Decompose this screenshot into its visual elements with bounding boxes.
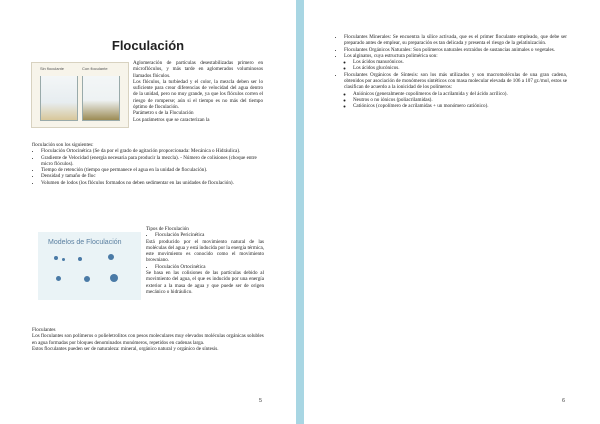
flocculants-paragraph: Estos floculantes pueden ser de naturaleza: mineral, orgánico natural y orgánico de síntesis. xyxy=(32,345,219,352)
list-item: • Floculantes Minerales: Se encuentra la sílice activada, que es el primer floculante empleado, que debe ser preparado antes de emplear, su preparación es tan delicada y presenta el riesgo de la gelatinización. xyxy=(344,34,567,47)
sublist-item: ◦ Neutros o no iónicos (poliacrilamidas). xyxy=(353,97,567,103)
intro-paragraph: Aglomeración de partículas desestabilizadas primero en microflóculos, y más tarde en aglomerados voluminosos llamados flóculos. xyxy=(133,60,263,79)
page-tab-right xyxy=(337,0,443,15)
list-item: • Tiempo de retención (tiempo que permanece el agua en la unidad de floculación). xyxy=(41,167,264,173)
list-item: • Floculantes Orgánicos Naturales: Son polímeros naturales extraídos de sustancias animales o vegetales. xyxy=(344,47,567,53)
figure-caption-left: Sin floculante xyxy=(40,66,65,71)
list-item: • Densidad y tamaño de floc xyxy=(41,173,264,179)
type-pericinetica-label: • Floculación Pericinética xyxy=(155,232,264,238)
list-item xyxy=(344,53,567,72)
types-title: Tipos de Floculación xyxy=(146,226,189,232)
type-pericinetica-text: Está producido por el movimiento natural de las moléculas del agua y está inducida por la energía térmica, este movimiento es conocido como el movimiento browniano. xyxy=(146,238,264,264)
list-item: • Floculación Ortocinética (Se da por el grado de agitación proporcionada: Mecánica o Hidráulica). xyxy=(41,148,264,154)
sublist-item: ◦ Los ácidos manurónicos. xyxy=(353,59,567,65)
sublist-item: ◦ Aniónicos (generalmente copolímeros de la acrilamida y del ácido acrílico). xyxy=(353,91,567,97)
figure-title: Modelos de Floculación xyxy=(48,239,122,246)
intro-paragraph: Los flóculos, la turbiedad y el color, la mezcla deben ser lo suficiente para crear diferencias de velocidad del agua dentro de la unidad, pero no muy grande, ya que los flóculos corren el riesgo de romperse; aún si el tiempo es no más del tiempo óptimo de floculación. xyxy=(133,78,263,111)
intro-paragraph: Los parámetros que se caracterizan la xyxy=(133,116,210,123)
parameters-section xyxy=(32,142,264,186)
flocculation-models-figure xyxy=(38,232,141,300)
parameters-list xyxy=(32,148,264,186)
alginates-sublist xyxy=(344,59,567,72)
flocculants-paragraph: Los floculantes son polímeros o polieletrolitos con pesos moleculares muy elevados moléculas orgánicas solubles en agua formadas por bloques denominados monómeros, repetidos en cadenas larga. xyxy=(32,333,264,346)
particle-dot xyxy=(62,258,65,261)
list-item xyxy=(344,72,567,110)
sublist-item: ◦ Los ácidos glucónicos. xyxy=(353,65,567,71)
intro-paragraph: Parámetro s de la Floculación xyxy=(133,110,194,117)
flocculant-types-section xyxy=(335,34,567,110)
list-item: • Gradiente de Velocidad (energía necesaria para producir la mezcla). - Número de colisiones (choque entre micro flóculos). xyxy=(41,155,264,168)
beaker-without-flocculant xyxy=(40,76,78,121)
types-section xyxy=(146,226,264,295)
page-title: Floculación xyxy=(111,38,185,53)
page-tab-left xyxy=(33,0,139,15)
type-ortocinetica-label: • Floculación Ortocinética xyxy=(155,264,264,270)
alginates-label: Los alginatos, cuya estructura polimérica son: xyxy=(344,52,438,59)
flocculant-types-list xyxy=(335,34,567,110)
particle-dot xyxy=(56,276,61,281)
particle-dot xyxy=(84,276,90,282)
sublist-item: ◦ Catiónicos (copolímero de acrilamidas + un monómero catiónico). xyxy=(353,103,567,109)
particle-dot xyxy=(110,274,118,282)
list-item: • Volumen de lodos (los flóculos formados no deben sedimentar en las unidades de floculación). xyxy=(41,180,264,186)
flocculants-title: Floculantes xyxy=(32,327,56,333)
particle-dot xyxy=(78,257,82,261)
particle-dot xyxy=(108,254,114,260)
type-ortocinetica-text: Se basa en las colisiones de las partículas debido al movimiento del agua, el que es inducido por una energía exterior a la masa de agua y que puede ser de origen mecánico o hidráulico. xyxy=(146,270,264,295)
synthetic-label: Floculantes Orgánicos de Síntesis: son los más utilizados y son macromoléculas de una gran cadena, obtenidos por asociación de monómeros sintéticos con masa molecular elevada de 106 a 107 gr./mol, estos se clasifican de acuerdo a la ionicidad de los polímeros: xyxy=(344,71,567,91)
synthetic-sublist xyxy=(344,91,567,110)
flocculation-figure xyxy=(31,62,129,128)
beaker-with-flocculant xyxy=(82,76,120,121)
intro-text xyxy=(133,60,263,123)
flocculants-section xyxy=(32,327,264,352)
particle-dot xyxy=(54,256,58,260)
page-number-right: 6 xyxy=(562,398,566,404)
parameters-lead: floculación son los siguientes: xyxy=(32,142,94,148)
page-number-left: 5 xyxy=(259,398,263,404)
figure-caption-right: Con floculante xyxy=(82,66,108,71)
